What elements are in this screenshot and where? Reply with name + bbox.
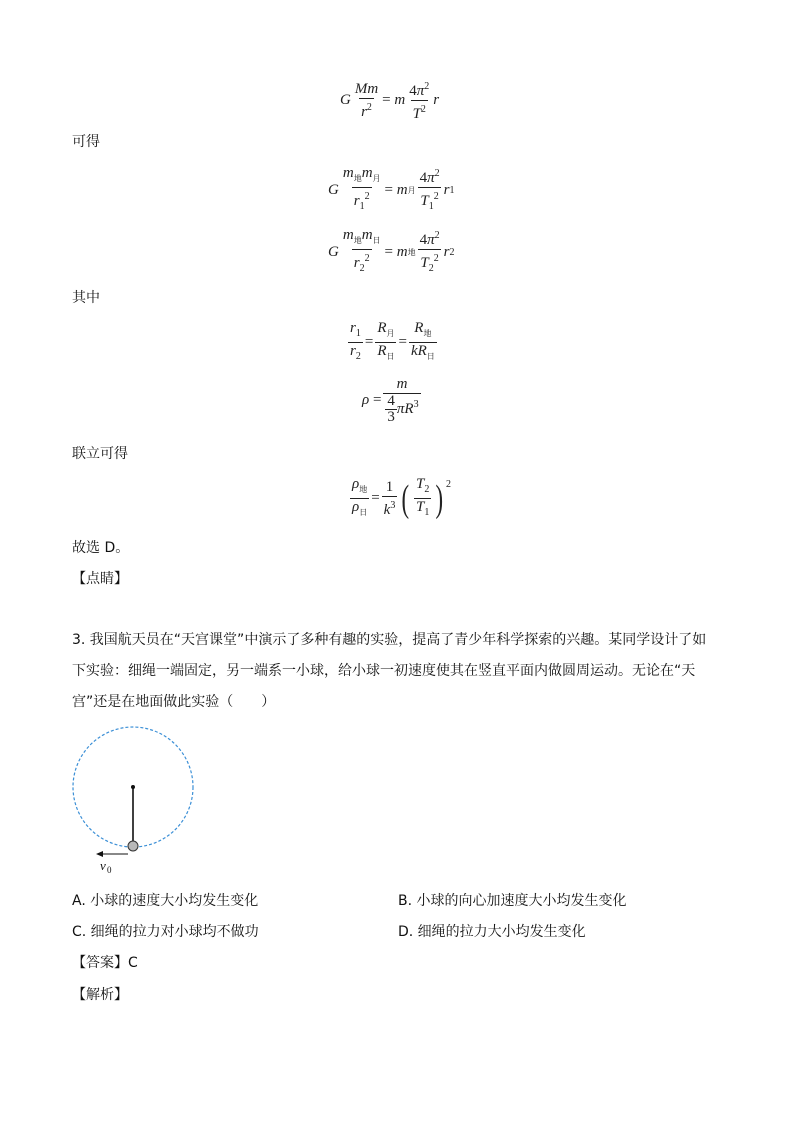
velocity-arrowhead <box>96 851 103 857</box>
equation-earth-orbit: G $\frac{m_地m_日}{r_2^2}$ = m 地 $\frac{4\pi^2}{T_2^2}$ r 2 <box>328 227 454 277</box>
equation-radius-ratio: $\frac{r_1}{r_2}$ = $\frac{R_月}{R_日}$ = $\frac{R_地}{kR_日}$ <box>346 320 439 365</box>
question-3-line-2: 下实验：细绳一端固定，另一端系一小球，给小球一初速度使其在竖直平面内做圆周运动。无论在“天 <box>72 663 696 679</box>
question-3-line-1: 3. 我国航天员在“天宫课堂”中演示了多种有趣的实验，提高了青少年科学探索的兴趣。某同学设计了如 <box>72 632 707 648</box>
text-qizhong: 其中 <box>72 290 100 306</box>
answer-label: 【答案】C <box>72 955 138 971</box>
analysis-label: 【解析】 <box>72 987 128 1003</box>
text-keyi-de: 可得 <box>72 134 100 150</box>
ball <box>128 841 138 851</box>
text-lianli-kede: 联立可得 <box>72 446 128 462</box>
equation-moon-orbit: G $\frac{m_地m_月}{r_1^2}$ = m 月 $\frac{4\pi^2}{T_1^2}$ r 1 <box>328 165 454 215</box>
equation-density-ratio: $\frac{\rho_地}{\rho_日}$ = $\frac{1}{k^3}$ ( $\frac{T_2}{T_1}$ ) $^2$ <box>352 476 451 520</box>
question-3-line-3: 宫”还是在地面做此实验（ ） <box>72 694 276 710</box>
velocity-subscript: 0 <box>107 865 112 875</box>
circular-motion-figure <box>66 722 206 882</box>
option-b[interactable]: B. 小球的向心加速度大小均发生变化 <box>398 893 627 909</box>
text-dianjing: 【点睛】 <box>72 571 128 587</box>
option-d[interactable]: D. 细绳的拉力大小均发生变化 <box>398 924 586 940</box>
velocity-label: v <box>100 858 106 873</box>
option-a[interactable]: A. 小球的速度大小均发生变化 <box>72 893 259 909</box>
equation-density: ρ = m $\frac{4}{3}$ $\pi R^3$ <box>362 376 419 425</box>
text-guxuan: 故选 D。 <box>72 540 130 556</box>
option-c[interactable]: C. 细绳的拉力对小球均不做功 <box>72 924 259 940</box>
equation-gravitation-general: G $\frac{Mm}{r^2}$ = m $\frac{4\pi^2}{T^2}$ r <box>340 80 440 122</box>
